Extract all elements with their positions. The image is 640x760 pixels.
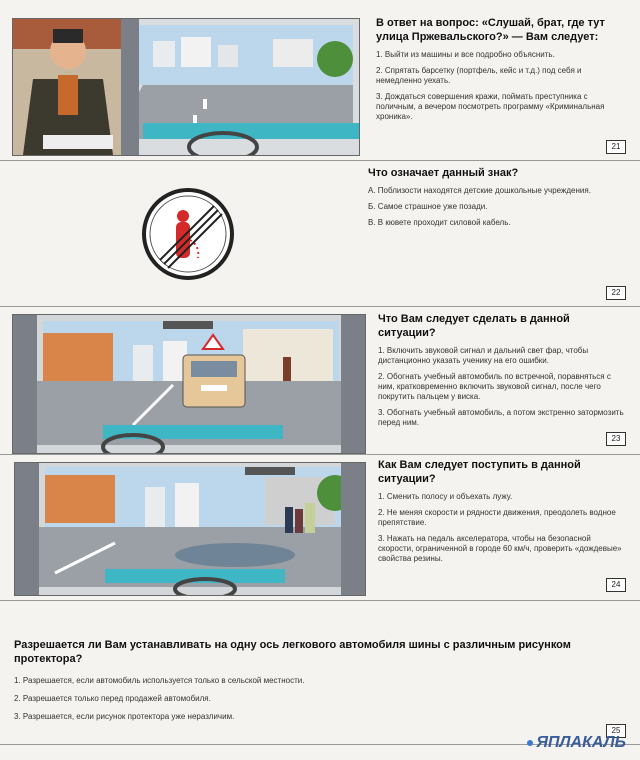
question-title: В ответ на вопрос: «Слушай, брат, где тут улица Пржевальского?» — Вам следует: [376, 17, 605, 43]
road-sign-icon [140, 186, 236, 282]
question-title: Как Вам следует поступить в данной ситуации? [378, 459, 581, 485]
answer-option[interactable]: 3. Разрешается, если рисунок протектора уже неразличим. [14, 712, 235, 721]
watermark-text: ЯПЛАКАЛЬ [536, 734, 626, 751]
question-21 [0, 0, 640, 158]
answer-option[interactable]: 3. Обогнать учебный автомобиль, а потом экстренно затормозить перед ним. [378, 408, 624, 427]
answer-option[interactable]: 1. Сменить полосу и объехать лужу. [378, 492, 513, 501]
question-number: 23 [606, 432, 626, 446]
answer-option[interactable]: 1. Разрешается, если автомобиль используется только в сельской местности. [14, 676, 305, 685]
question-title: Что Вам следует сделать в данной ситуации? [378, 313, 570, 339]
question-21-illustration [12, 18, 360, 156]
question-24 [0, 454, 640, 600]
question-22-text [368, 166, 618, 228]
drop-icon: ● [525, 734, 535, 750]
question-number: 21 [606, 140, 626, 154]
answer-option[interactable]: 2. Не меняя скорости и рядности движения, преодолеть водное препятствие. [378, 508, 616, 527]
answer-option[interactable]: 3. Дождаться совершения кражи, поймать преступника с поличным, а вечером посмотреть программу «Криминальная хроника». [376, 92, 605, 121]
answer-option[interactable]: А. Поблизости находятся детские дошкольные учреждения. [368, 186, 591, 195]
question-21-text [376, 16, 626, 122]
answer-option[interactable]: 3. Нажать на педаль акселератора, чтобы на безопасной скорости, ограниченной в городе 60 км/ч, проверить «дождевые» свойства резины. [378, 534, 622, 563]
question-number: 22 [606, 286, 626, 300]
answer-option[interactable]: 2. Обогнать учебный автомобиль по встречной, поравняться с ним, кратковременно включить звуковой сигнал, после чего покрутить пальцем у виска. [378, 372, 611, 401]
question-25 [0, 600, 640, 750]
answer-option[interactable]: 2. Разрешается только перед продажей автомобиля. [14, 694, 211, 703]
question-23 [0, 306, 640, 454]
answer-option[interactable]: Б. Самое страшное уже позади. [368, 202, 488, 211]
question-number: 24 [606, 578, 626, 592]
road-scene-learner-car [13, 315, 365, 453]
question-22 [0, 160, 640, 308]
question-23-text [378, 312, 626, 428]
question-23-illustration [12, 314, 366, 454]
answer-option[interactable]: 2. Спрятать барсетку (портфель, кейс и т.д.) под себя и немедленно уехать. [376, 66, 582, 85]
answer-option[interactable]: В. В кювете проходит силовой кабель. [368, 218, 511, 227]
question-number: 25 [606, 724, 626, 738]
answer-option[interactable]: 1. Выйти из машины и все подробно объяснить. [376, 50, 555, 59]
question-24-text [378, 458, 626, 564]
answer-option[interactable]: 1. Включить звуковой сигнал и дальний свет фар, чтобы дистанционно указать ученику на его ошибки. [378, 346, 589, 365]
watermark [526, 734, 626, 752]
no-urinating-sign-illustration [140, 186, 236, 282]
question-title: Что означает данный знак? [368, 167, 519, 179]
question-title: Разрешается ли Вам устанавливать на одну ось легкового автомобиля шины с различным рисунком протектора? [14, 639, 571, 665]
road-scene-puddle [15, 463, 365, 595]
question-25-text [14, 638, 626, 722]
car-interior-scene-1 [13, 19, 359, 155]
question-24-illustration [14, 462, 366, 596]
